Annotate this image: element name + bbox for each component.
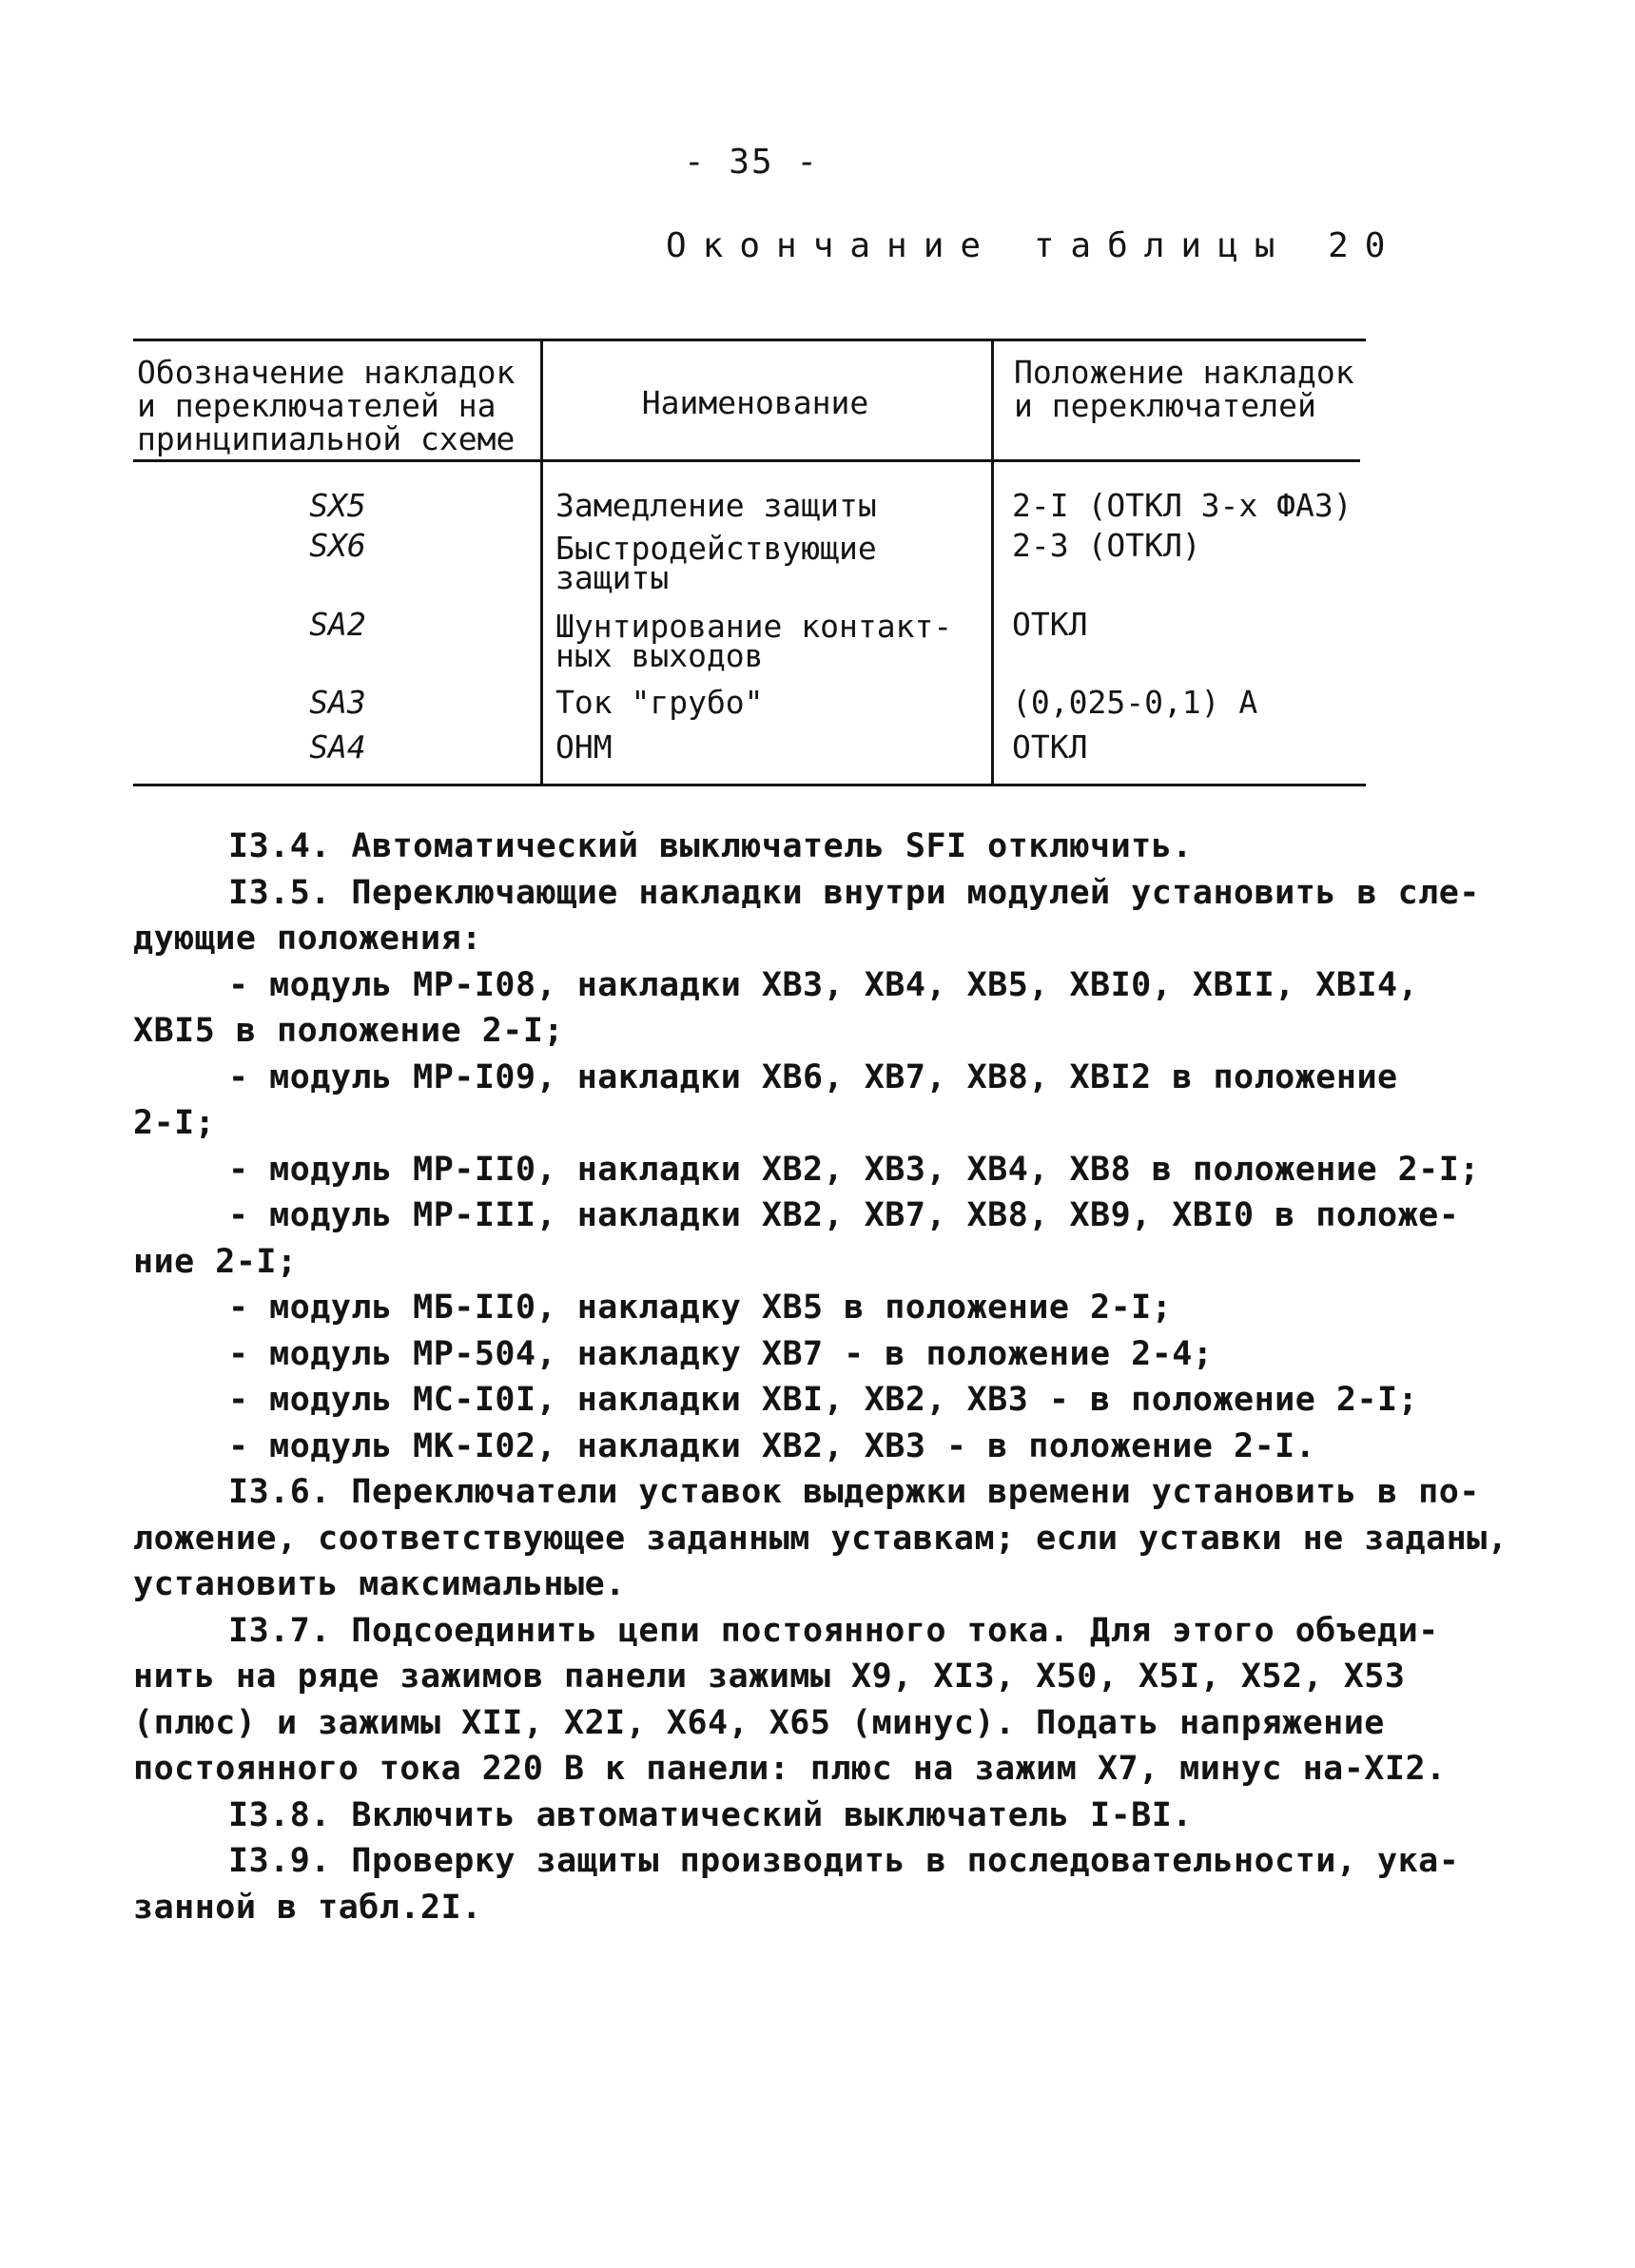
clause-13-8: I3.8. Включить автоматический выключатель I-BI. — [228, 1795, 1193, 1834]
table-top-rule — [133, 339, 1366, 341]
list-item: - модуль МР-I09, накладки ХВ6, ХВ7, ХВ8, ХВI2 в положение — [228, 1057, 1398, 1096]
list-item-cont: 2-I; — [133, 1104, 216, 1142]
row-code: SX6 — [309, 527, 366, 564]
clause-13-6-cont: ложение, соответствующее заданным уставкам; если уставки не заданы, — [133, 1519, 1508, 1558]
row-name: Шунтирование контакт- ных выходов — [555, 608, 953, 674]
list-item-cont: ние 2-I; — [133, 1242, 298, 1281]
list-item-cont: ХВI5 в положение 2-I; — [133, 1012, 565, 1050]
table-column-divider-2 — [991, 339, 994, 786]
list-item: - модуль МР-III, накладки ХВ2, ХВ7, ХВ8, ХВ9, ХВI0 в положе- — [228, 1196, 1460, 1234]
clause-13-9-cont: занной в табл.2I. — [133, 1888, 482, 1927]
clause-13-9: I3.9. Проверку защиты производить в последовательности, ука- — [228, 1842, 1460, 1880]
clause-13-7-cont: постоянного тока 220 В к панели: плюс на зажим Х7, минус на-ХI2. — [133, 1750, 1447, 1788]
settings-table — [133, 339, 1366, 787]
clause-13-7: I3.7. Подсоединить цепи постоянного тока. Для этого объеди- — [228, 1611, 1439, 1650]
row-code: SA3 — [309, 684, 366, 721]
row-position: 2-I (ОТКЛ 3-х ФАЗ) — [1012, 487, 1353, 524]
table-header-rule — [133, 459, 1360, 462]
table-bottom-rule — [133, 784, 1366, 786]
row-code: SA2 — [309, 606, 366, 643]
list-item: - модуль МС-I0I, накладки ХВI, ХВ2, ХВ3 - в положение 2-I; — [228, 1381, 1419, 1419]
row-code: SA4 — [309, 728, 366, 766]
header-position: Положение накладок и переключателей — [1014, 354, 1354, 424]
clause-13-5: I3.5. Переключающие накладки внутри модулей установить в сле- — [228, 873, 1480, 912]
body-text — [133, 824, 1508, 1930]
row-position: 2-3 (ОТКЛ) — [1012, 527, 1201, 564]
list-item: - модуль МР-II0, накладки ХВ2, ХВ3, ХВ4, ХВ8 в положение 2-I; — [228, 1150, 1480, 1189]
clause-13-6-cont: установить максимальные. — [133, 1565, 626, 1603]
clause-13-7-cont: (плюс) и зажимы ХII, Х2I, Х64, Х65 (минус). Подать напряжение — [133, 1703, 1385, 1742]
list-item: - модуль МБ-II0, накладку ХВ5 в положение 2-I; — [228, 1289, 1173, 1327]
row-position: ОТКЛ — [1012, 606, 1088, 643]
list-item: - модуль МР-I08, накладки ХВ3, ХВ4, ХВ5, ХВI0, ХВII, ХВI4, — [228, 965, 1419, 1004]
clause-13-5-cont: дующие положения: — [133, 920, 482, 958]
clause-13-7-cont: нить на ряде зажимов панели зажимы Х9, ХI3, Х50, Х5I, Х52, Х53 — [133, 1657, 1406, 1696]
row-code: SX5 — [309, 487, 366, 524]
row-name: ОНМ — [555, 728, 613, 766]
table-caption: Окончание таблицы 20 — [666, 226, 1402, 265]
clause-13-4: I3.4. Автоматический выключатель SFI отключить. — [228, 827, 1193, 865]
row-name: Замедление защиты — [555, 487, 877, 524]
row-position: ОТКЛ — [1012, 728, 1088, 766]
row-name: Быстродействующие защиты — [555, 530, 877, 596]
list-item: - модуль МК-I02, накладки ХВ2, ХВ3 - в положение 2-I. — [228, 1426, 1316, 1465]
list-item: - модуль МР-504, накладку ХВ7 - в положение 2-4; — [228, 1334, 1214, 1373]
row-name: Ток "грубо" — [555, 684, 764, 721]
clause-13-6: I3.6. Переключатели уставок выдержки времени установить в по- — [228, 1473, 1480, 1511]
page-number: - 35 - — [683, 143, 820, 182]
header-name: Наименование — [641, 384, 869, 421]
row-position: (0,025-0,1) А — [1012, 684, 1258, 721]
header-designation: Обозначение накладок и переключателей на принципиальной схеме — [137, 354, 516, 457]
